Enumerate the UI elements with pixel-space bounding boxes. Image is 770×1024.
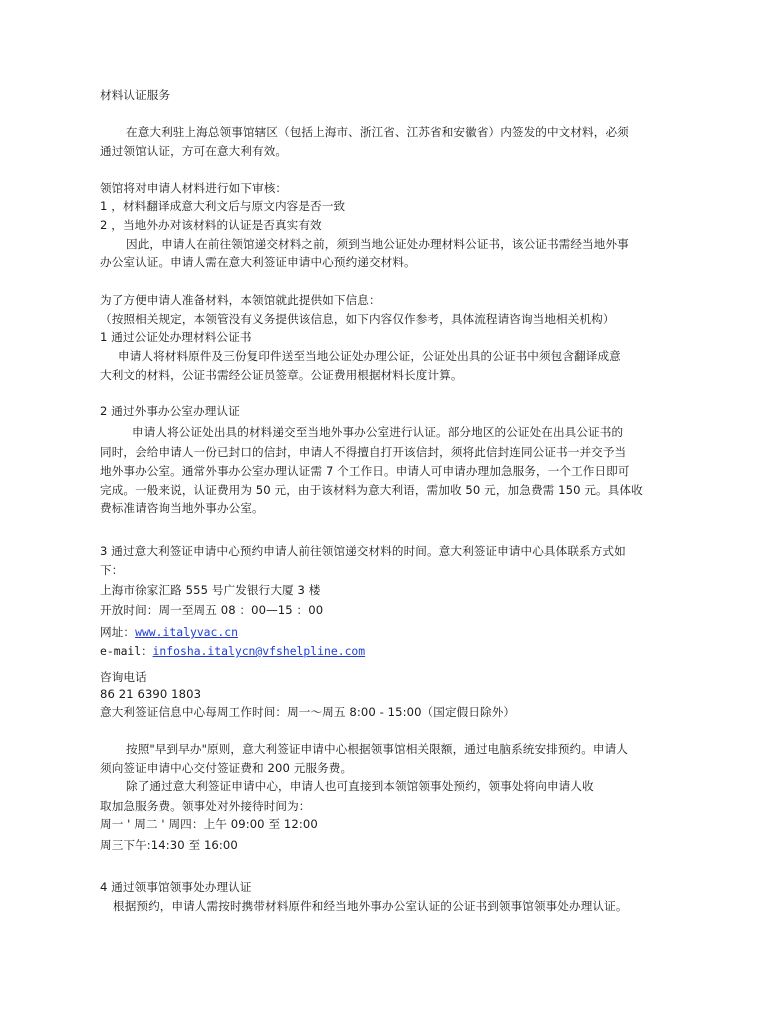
intro-line-1: 在意大利驻上海总领事馆辖区（包括上海市、浙江省、江苏省和安徽省）内签发的中文材料，必须 (126, 125, 629, 139)
review-item-1: 1 ，材料翻译成意大利文后与原文内容是否一致 (100, 199, 346, 213)
website-label: 网址： (100, 625, 136, 639)
schedule-line-1: 周一 ' 周二 ' 周四：上午 09:00 至 12:00 (100, 817, 318, 831)
vac-email-row (100, 643, 365, 659)
info-heading: 为了方便申请人准备材料，本领馆就此提供如下信息： (100, 293, 381, 307)
vac-website-row (100, 624, 238, 640)
email-label: e-mail： (100, 644, 153, 658)
step2-line-3: 地外事办公室。通常外事办公室办理认证需 7 个工作日。申请人可申请办理加急服务，一个工作日即可 (100, 464, 630, 478)
step1-title: 1 通过公证处办理材料公证书 (100, 330, 252, 344)
step3-title-line-2: 下： (100, 563, 124, 577)
appointment-para-line-2: 须向签证申请中心交付签证费和 200 元服务费。 (100, 761, 353, 775)
appointment-para-line-1: 按照"早到早办"原则，意大利签证申请中心根据领事馆相关限额，通过电脑系统安排预约。申请人 (126, 742, 629, 756)
info-note: （按照相关规定，本领管没有义务提供该信息，如下内容仅作参考，具体流程请咨询当地相关机构） (100, 312, 615, 326)
step1-line-1: 申请人将材料原件及三份复印件送至当地公证处办理公证，公证处出具的公证书中须包含翻译成意 (118, 349, 621, 363)
review-para-line-2: 办公室认证。申请人需在意大利签证申请中心预约递交材料。 (100, 255, 416, 269)
intro-line-2: 通过领馆认证，方可在意大利有效。 (100, 144, 288, 158)
website-link[interactable]: www.italyvac.cn (135, 625, 238, 639)
step3-title-line-1: 3 通过意大利签证申请中心预约申请人前往领馆递交材料的时间。意大利签证申请中心具体联系方式如 (100, 544, 626, 558)
page-title: 材料认证服务 (100, 88, 171, 102)
step2-line-5: 费标准请咨询当地外事办公室。 (100, 501, 264, 515)
step2-line-2: 同时，会给申请人一份已封口的信封，申请人不得擅自打开该信封，须将此信封连同公证书一并交予当 (100, 445, 627, 459)
step2-line-1: 申请人将公证处出具的材料递交至当地外事办公室进行认证。部分地区的公证处在出具公证书的 (132, 425, 624, 439)
step2-line-4: 完成。一般来说，认证费用为 50 元，由于该材料为意大利语，需加收 50 元，加急费需 150 元。具体收 (100, 483, 643, 497)
phone-label: 咨询电话 (100, 670, 147, 684)
email-link[interactable]: infosha.italycn@vfshelpline.com (152, 644, 366, 658)
step2-title: 2 通过外事办公室办理认证 (100, 404, 240, 418)
step4-title: 4 通过领事馆领事处办理认证 (100, 880, 252, 894)
vac-hours: 开放时间：周一至周五 08 ：00—15 ：00 (100, 603, 324, 617)
consulate-para-line-2: 取加急服务费。领事处对外接待时间为： (100, 799, 311, 813)
step1-line-2: 大利文的材料，公证书需经公证员签章。公证费用根据材料长度计算。 (100, 368, 463, 382)
step4-line: 根据预约，申请人需按时携带材料原件和经当地外事办公室认证的公证书到领事馆领事处办理认证。 (113, 899, 628, 913)
phone-number: 86 21 6390 1803 (100, 687, 202, 701)
consulate-para-line-1: 除了通过意大利签证申请中心，申请人也可直接到本领馆领事处预约，领事处将向申请人收 (126, 779, 594, 793)
review-para-line-1: 因此，申请人在前往领馆递交材料之前，须到当地公证处办理材料公证书，该公证书需经当地外事 (126, 237, 629, 251)
review-item-2: 2 ，当地外办对该材料的认证是否真实有效 (100, 218, 322, 232)
center-hours: 意大利签证信息中心每周工作时间：周一～周五 8:00 - 15:00（国定假日除外） (100, 705, 516, 719)
review-heading: 领馆将对申请人材料进行如下审核： (100, 181, 288, 195)
schedule-line-2: 周三下午:14:30 至 16:00 (100, 838, 238, 852)
vac-address: 上海市徐家汇路 555 号广发银行大厦 3 楼 (100, 583, 321, 597)
